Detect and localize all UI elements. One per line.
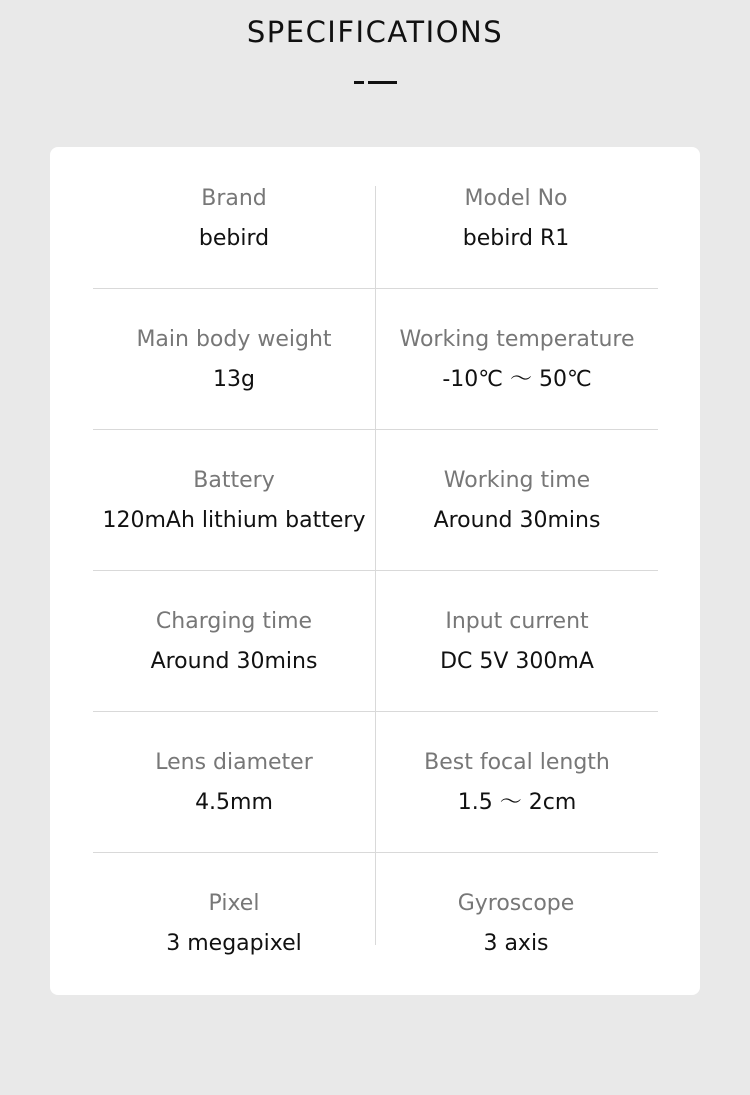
spec-cell-pixel <box>93 853 375 993</box>
spec-label: Best focal length <box>424 750 610 775</box>
spec-cell-brand <box>93 147 375 288</box>
underline-dot <box>354 81 364 84</box>
spec-value: -10℃ ～ 50℃ <box>442 367 592 392</box>
spec-cell-input-current <box>376 571 658 711</box>
spec-value: Around 30mins <box>150 649 318 674</box>
specifications-card <box>50 147 700 995</box>
spec-value: bebird <box>198 226 270 251</box>
spec-cell-main-body-weight <box>93 289 376 429</box>
spec-value: 3 megapixel <box>166 931 302 956</box>
spec-cell-working-time <box>376 430 658 570</box>
spec-value: DC 5V 300mA <box>440 649 594 674</box>
spec-cell-best-focal-length <box>376 712 658 852</box>
spec-row <box>93 430 658 571</box>
spec-label: Gyroscope <box>457 891 575 916</box>
spec-cell-gyroscope <box>375 853 657 993</box>
spec-value: bebird R1 <box>462 226 570 251</box>
spec-cell-lens-diameter <box>93 712 376 852</box>
page-title: SPECIFICATIONS <box>246 15 504 49</box>
spec-value: Around 30mins <box>433 508 601 533</box>
spec-value: 13g <box>213 367 255 392</box>
specifications-table <box>93 147 658 993</box>
spec-row <box>93 712 658 853</box>
spec-cell-working-temperature <box>376 289 658 429</box>
spec-cell-model-no <box>375 147 657 288</box>
underline-dash <box>368 81 397 84</box>
spec-label: Pixel <box>208 891 260 916</box>
spec-value: 3 axis <box>483 931 549 956</box>
spec-label: Working time <box>443 468 591 493</box>
spec-cell-battery <box>93 430 376 570</box>
spec-label: Battery <box>193 468 275 493</box>
spec-row <box>93 853 658 993</box>
spec-row <box>93 147 658 289</box>
spec-label: Brand <box>201 186 267 211</box>
spec-value: 120mAh lithium battery <box>102 508 366 533</box>
spec-label: Input current <box>445 609 589 634</box>
spec-label: Charging time <box>155 609 313 634</box>
spec-value: 1.5 ～ 2cm <box>457 790 577 815</box>
spec-value: 4.5mm <box>195 790 273 815</box>
spec-label: Model No <box>464 186 568 211</box>
spec-label: Working temperature <box>399 327 635 352</box>
spec-row <box>93 289 658 430</box>
spec-label: Main body weight <box>136 327 332 352</box>
spec-label: Lens diameter <box>155 750 313 775</box>
spec-cell-charging-time <box>93 571 376 711</box>
spec-row <box>93 571 658 712</box>
